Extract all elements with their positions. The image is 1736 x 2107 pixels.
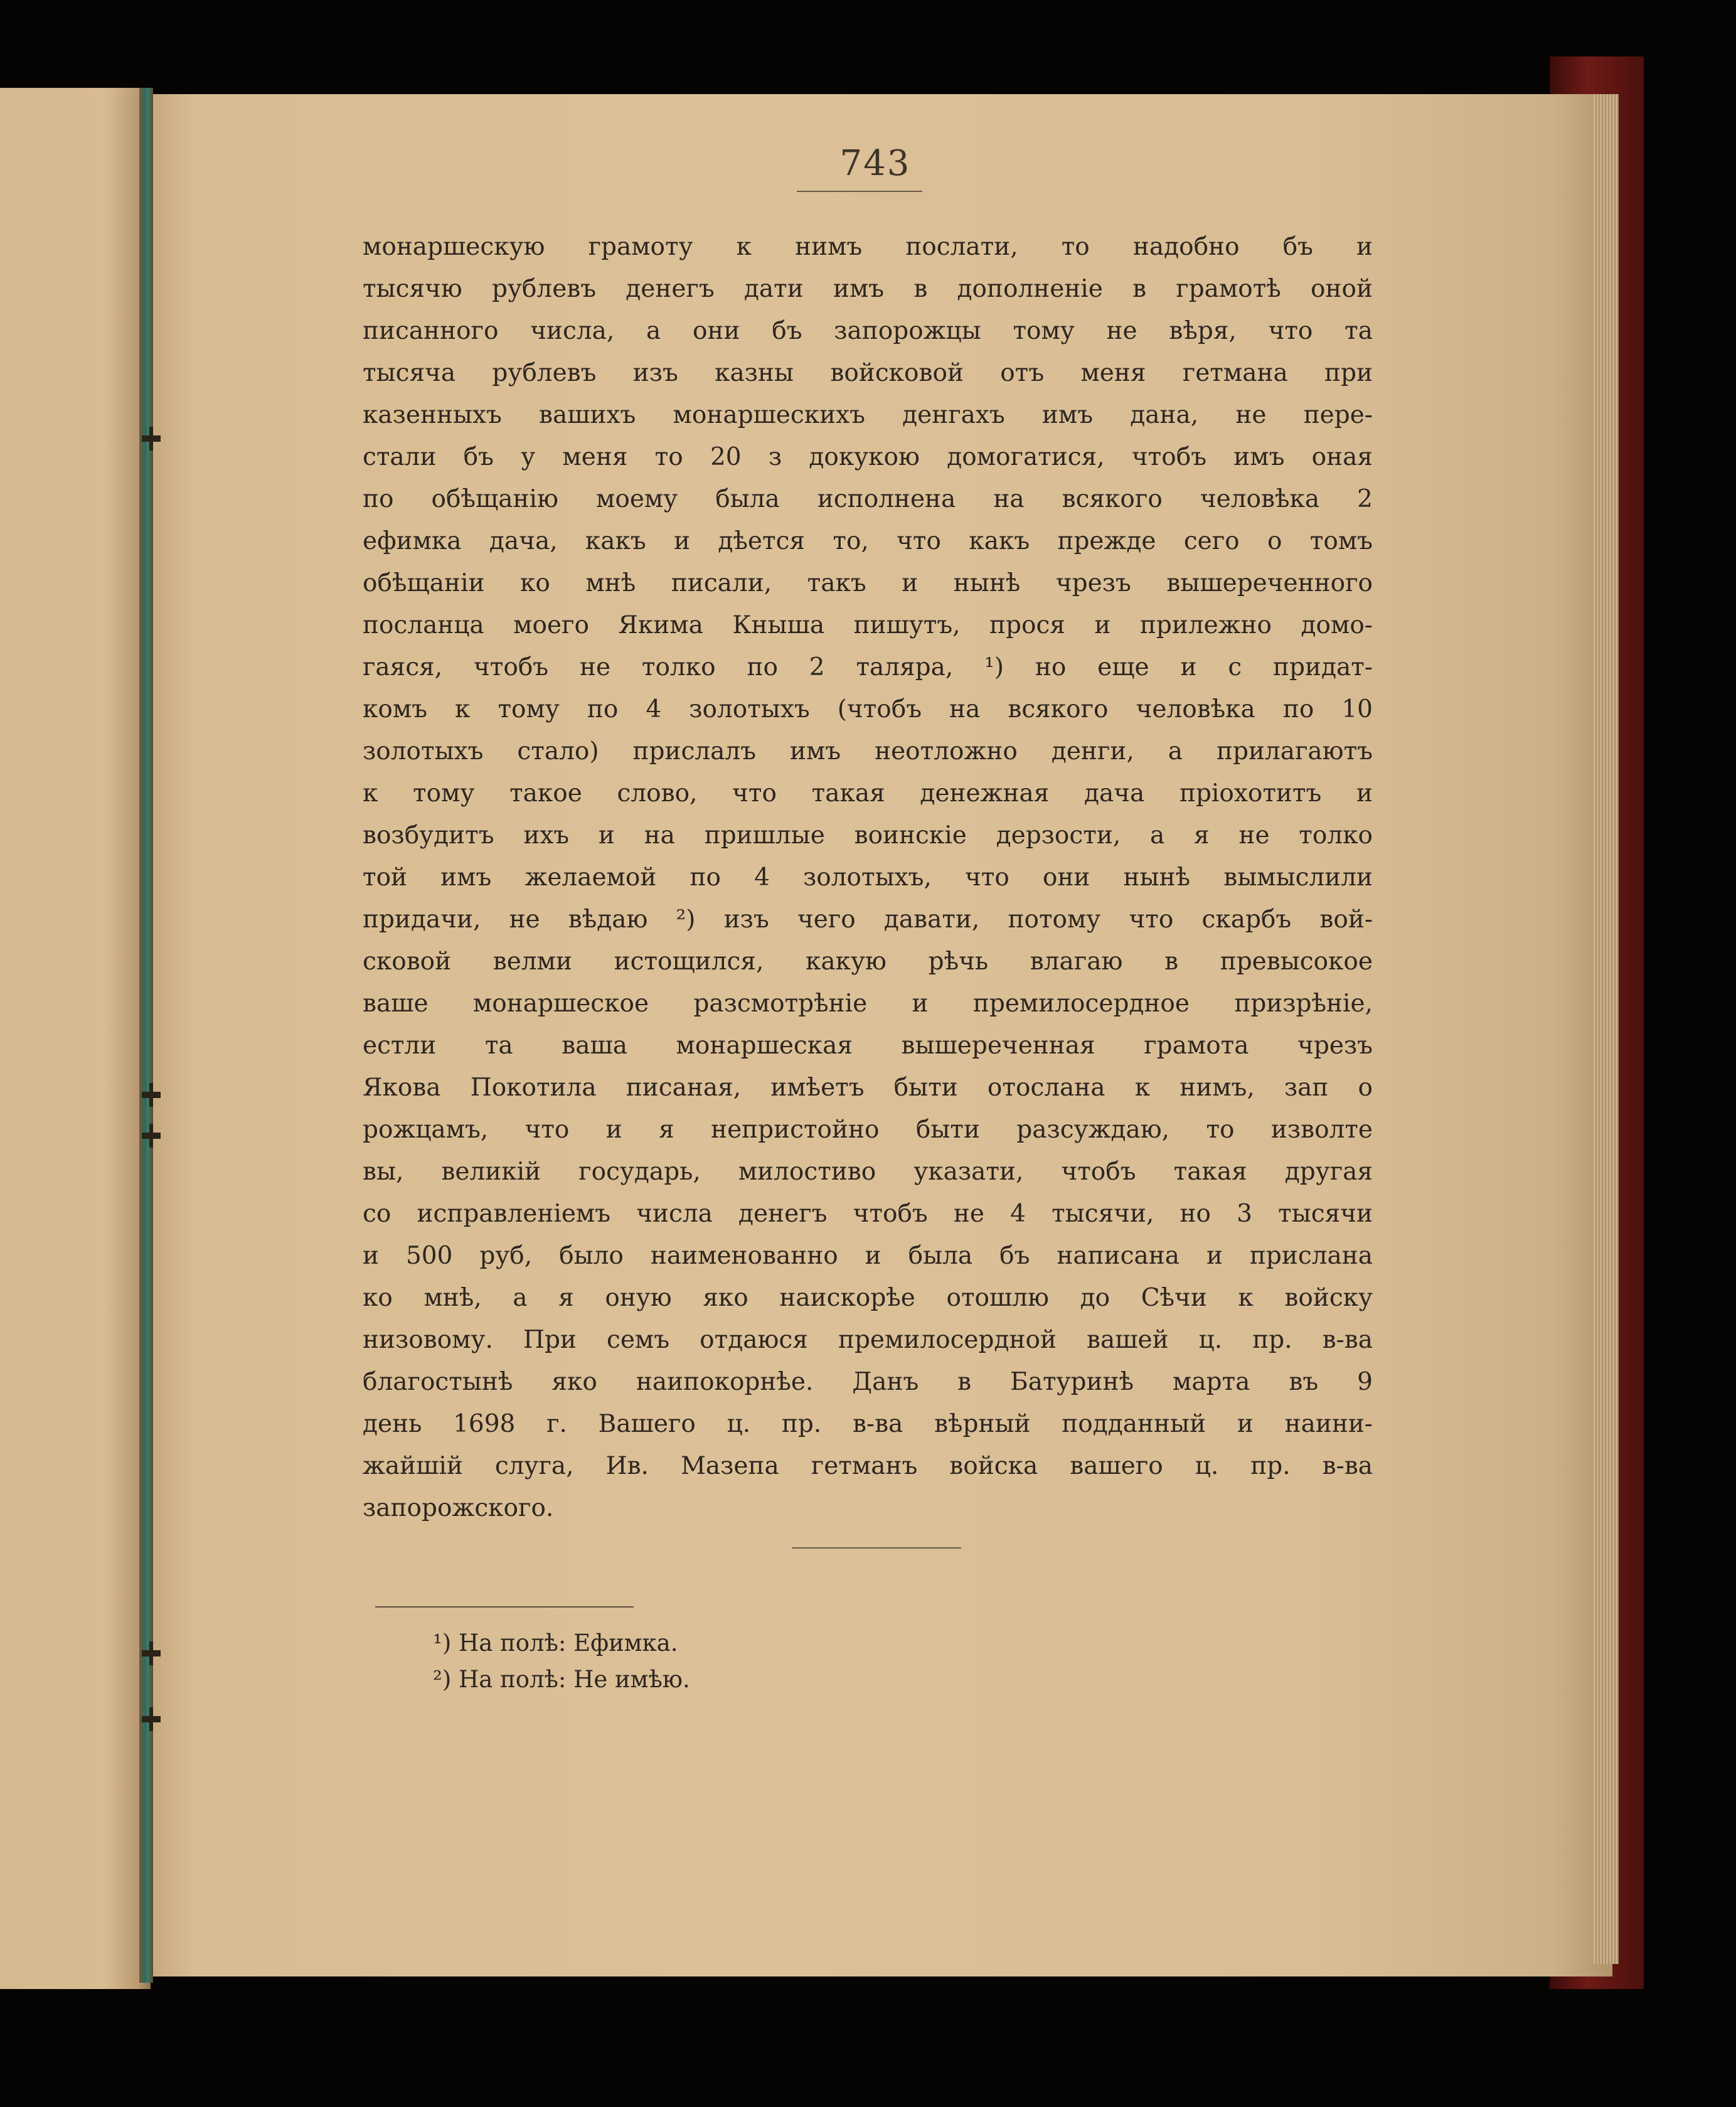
text-line: ко мнѣ, а я оную яко наискорѣе отошлю до Сѣчи к войску	[363, 1284, 1373, 1312]
text-line: по обѣщанію моему была исполнена на всякого человѣка 2	[363, 485, 1373, 513]
text-line: благостынѣ яко наипокорнѣе. Данъ в Батуринѣ марта въ 9	[363, 1368, 1373, 1396]
text-line: Якова Покотила писаная, имѣетъ быти отослана к нимъ, зап о	[363, 1074, 1373, 1102]
page-edges	[1594, 94, 1619, 1964]
section-end-rule	[792, 1547, 961, 1549]
text-line: возбудитъ ихъ и на пришлые воинскіе дерзости, а я не толко	[363, 821, 1373, 850]
text-line: казенныхъ вашихъ монаршескихъ денгахъ имъ дана, не пере-	[363, 401, 1373, 429]
binding-stitch	[142, 1133, 161, 1139]
text-line: низовому. При семъ отдаюся премилосердной вашей ц. пр. в-ва	[363, 1326, 1373, 1354]
text-line: обѣщаніи ко мнѣ писали, такъ и нынѣ чрезъ вышереченного	[363, 569, 1373, 597]
text-line: рожцамъ, что и я непристойно быти разсуждаю, то изволте	[363, 1116, 1373, 1144]
text-line: ефимка дача, какъ и дѣется то, что какъ прежде сего о томъ	[363, 527, 1373, 555]
text-line: комъ к тому по 4 золотыхъ (чтобъ на всякого человѣка по 10	[363, 695, 1373, 723]
text-line: день 1698 г. Вашего ц. пр. в-ва вѣрный подданный и наини-	[363, 1410, 1373, 1438]
footnote-1: ¹) На полѣ: Ефимка.	[433, 1630, 678, 1656]
text-line: жайшій слуга, Ив. Мазепа гетманъ войска вашего ц. пр. в-ва	[363, 1452, 1373, 1480]
binding-stitch	[142, 1092, 161, 1098]
body-text	[363, 226, 1373, 1529]
binding-stitch	[142, 1650, 161, 1656]
text-line: монаршескую грамоту к нимъ послати, то надобно бъ и	[363, 233, 1373, 261]
text-line: со исправленіемъ числа денегъ чтобъ не 4 тысячи, но 3 тысячи	[363, 1200, 1373, 1228]
text-line: запорожского.	[363, 1494, 554, 1522]
footnote-separator	[375, 1606, 634, 1608]
text-line: и 500 руб, было наименованно и была бъ написана и прислана	[363, 1242, 1373, 1270]
binding-stitch	[142, 435, 161, 442]
footnote-2: ²) На полѣ: Не имѣю.	[433, 1666, 690, 1693]
text-line: естли та ваша монаршеская вышереченная грамота чрезъ	[363, 1032, 1373, 1060]
page-number: 743	[839, 143, 911, 184]
page-number-rule	[797, 191, 922, 192]
text-line: придачи, не вѣдаю ²) изъ чего давати, потому что скарбъ вой-	[363, 905, 1373, 934]
text-line: тысячю рублевъ денегъ дати имъ в дополненіе в грамотѣ оной	[363, 275, 1373, 303]
text-line: ваше монаршеское разсмотрѣніе и премилосердное призрѣніе,	[363, 989, 1373, 1018]
text-line: сковой велми истощился, какую рѣчь влагаю в превысокое	[363, 947, 1373, 976]
text-line: посланца моего Якима Кныша пишутъ, прося и прилежно домо-	[363, 611, 1373, 639]
text-line: золотыхъ стало) прислалъ имъ неотложно денги, а прилагаютъ	[363, 737, 1373, 765]
binding-stitch	[142, 1716, 161, 1722]
book-gutter	[139, 88, 153, 1983]
text-line: стали бъ у меня то 20 з докукою домогатися, чтобъ имъ оная	[363, 443, 1373, 471]
text-line: писанного числа, а они бъ запорожцы тому не вѣря, что та	[363, 317, 1373, 345]
text-line: гаяся, чтобъ не толко по 2 таляра, ¹) но еще и с придат-	[363, 653, 1373, 681]
left-page	[0, 88, 151, 1989]
footnotes	[433, 1625, 690, 1698]
text-line: к тому такое слово, что такая денежная дача пріохотитъ и	[363, 779, 1373, 808]
text-line: тысяча рублевъ изъ казны войсковой отъ меня гетмана при	[363, 359, 1373, 387]
text-line: той имъ желаемой по 4 золотыхъ, что они нынѣ вымыслили	[363, 863, 1373, 892]
text-line: вы, великій государь, милостиво указати, чтобъ такая другая	[363, 1158, 1373, 1186]
